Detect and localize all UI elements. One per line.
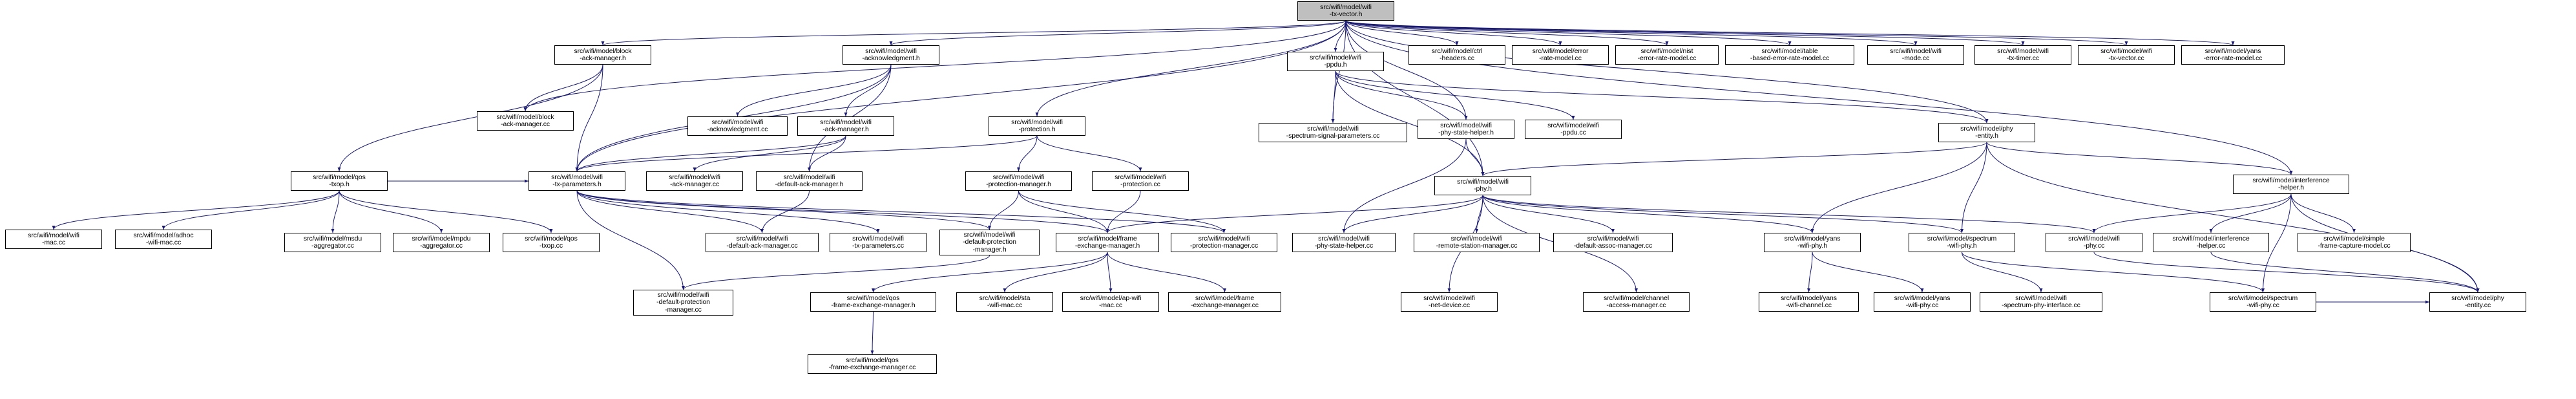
graph-edge [1346,21,1560,45]
graph-node[interactable] [1418,120,1514,139]
node-label-line: src/wifi/model/spectrum [2228,294,2298,302]
graph-edge [339,191,551,233]
graph-node[interactable] [1759,292,1859,312]
node-label-line: src/wifi/model/wifi [852,234,904,243]
graph-edge [163,191,339,230]
node-label-line: -tx-timer.cc [2006,54,2040,62]
graph-node[interactable] [1764,233,1861,252]
node-label-line: src/wifi/model/wifi [1457,177,1509,186]
graph-edge [1987,142,2478,292]
graph-node[interactable] [1408,45,1505,65]
node-label-line: src/wifi/model/wifi [783,173,835,181]
graph-edge [577,191,762,233]
graph-edge [1483,195,2094,233]
graph-node[interactable] [1909,233,2015,252]
node-label-line: -wifi-phy.cc [2246,301,2279,309]
node-label-line: src/wifi/model/interference [2252,176,2330,184]
graph-edge [1346,21,1790,45]
node-label-line: src/wifi/model/wifi [1890,47,1942,55]
graph-node[interactable] [1171,233,1277,252]
graph-node[interactable] [2153,233,2269,252]
node-label-line: src/wifi/model/wifi [657,290,709,299]
node-label-line: src/wifi/model/wifi [1318,234,1370,243]
node-label-line: -ack-manager.h [822,125,869,133]
node-label-line: src/wifi/model/wifi [669,173,720,181]
graph-edge [1019,136,1038,171]
node-label-line: src/wifi/model/wifi [1307,124,1359,133]
graph-edge [1346,21,2126,45]
graph-node[interactable] [284,233,381,252]
graph-node[interactable] [5,230,102,249]
graph-edge [846,65,891,116]
graph-edge [577,191,990,230]
node-label-line: -phy-state-helper.cc [1314,242,1374,250]
graph-edge [1483,195,1962,233]
graph-node[interactable] [756,171,863,191]
node-label-line: -spectrum-phy-interface.cc [2002,301,2080,309]
node-label-line: -ack-manager.h [580,54,626,62]
graph-edge [525,65,603,111]
node-label-line: src/wifi/model/msdu [303,234,362,243]
graph-edge [1483,142,1987,176]
node-label-line: src/wifi/model/qos [525,234,578,243]
graph-edge [1477,195,1483,233]
node-label-line: -txop.cc [539,242,563,250]
graph-edge [577,191,1107,233]
node-label-line: src/wifi/model/channel [1603,294,1670,302]
node-label-line: src/wifi/model/wifi [1440,121,1492,129]
node-label-line: src/wifi/model/wifi [1198,234,1250,243]
graph-node[interactable] [1980,292,2102,312]
node-label-line: src/wifi/model/wifi [2100,47,2152,55]
node-label-line: -wifi-mac.cc [145,239,182,246]
node-label-line: src/wifi/model/phy [1960,124,2013,133]
node-label-line: -ppdu.cc [1560,129,1586,136]
graph-node[interactable] [503,233,600,252]
node-label-line: src/wifi/model/wifi [865,47,917,55]
node-label-line: src/wifi/model/qos [846,294,900,302]
graph-edge [872,312,874,354]
graph-node[interactable] [687,116,788,136]
graph-node[interactable] [1725,45,1854,65]
graph-edge [1483,195,1812,233]
graph-edge [1019,191,1224,233]
graph-node[interactable] [1287,52,1384,71]
graph-edge [990,191,1019,230]
node-label-line: src/wifi/model/yans [2204,47,2261,55]
graph-edge [1812,252,1922,292]
graph-edge [2211,194,2291,233]
node-label-line: src/wifi/model/wifi [1997,47,2049,55]
graph-node[interactable] [1512,45,1609,65]
graph-node[interactable] [1615,45,1719,65]
graph-edge [1962,142,1987,233]
graph-edge [762,191,810,233]
node-label-line: src/wifi/model/yans [1784,234,1841,243]
graph-node[interactable] [1259,123,1407,142]
node-label-line: src/wifi/model/wifi [1310,53,1361,61]
graph-edge [577,136,1037,171]
node-label-line: -frame-exchange-manager.cc [828,363,916,371]
graph-node[interactable] [2233,175,2349,194]
graph-node[interactable] [291,171,388,191]
node-label-line: src/wifi/model/wifi [1115,173,1166,181]
graph-edge [577,136,846,171]
graph-node[interactable] [2078,45,2175,65]
node-label-line: -tx-vector.cc [2108,54,2144,62]
graph-node[interactable] [529,171,625,191]
graph-node[interactable] [810,292,936,312]
node-label-line: src/wifi/model/frame [1078,234,1137,243]
node-label-line: -phy.h [1474,185,1492,193]
graph-edge [577,191,1224,233]
graph-node[interactable] [2181,45,2285,65]
node-label-line: -default-protection [656,298,710,307]
graph-node[interactable] [2429,292,2526,312]
graph-edge [1346,21,2023,45]
node-label-line: -default-ack-manager.cc [726,242,798,250]
node-label-line: -acknowledgment.h [862,54,920,62]
graph-edge [1962,252,2042,292]
node-label-line: src/wifi/model/wifi [992,173,1045,181]
graph-node[interactable] [1056,233,1159,252]
graph-node[interactable] [2046,233,2142,252]
node-label-line: -frame-exchange-manager.h [831,301,916,309]
node-label-line: src/wifi/model/mpdu [412,234,471,243]
node-label-line: src/wifi/model/wifi [1587,234,1639,243]
graph-edge [525,21,1346,111]
graph-node[interactable] [1874,292,1971,312]
graph-node[interactable] [115,230,212,249]
graph-edge [738,65,892,116]
graph-edge [1037,136,1140,171]
graph-edge [1346,21,2291,175]
graph-edge [577,21,1346,171]
graph-edge [1962,252,2263,292]
node-label-line: src/wifi/model/simple [2323,234,2385,243]
node-label-line: src/wifi/model/spectrum [1927,234,1997,243]
node-label-line: -wifi-phy.cc [1905,301,1939,309]
graph-edge [891,21,1346,45]
graph-node[interactable] [477,111,574,131]
node-label-line: src/wifi/model/wifi [963,230,1016,239]
graph-node[interactable] [965,171,1072,191]
graph-node[interactable] [1434,176,1531,195]
graph-edge [1346,21,1667,45]
node-label-line: -error-rate-model.cc [2203,54,2263,62]
node-label-line: -helper.cc [2196,242,2226,250]
graph-node[interactable] [830,233,927,252]
graph-edge [874,252,1108,292]
node-label-line: -default-protection [963,238,1016,246]
graph-node[interactable] [1867,45,1964,65]
graph-node[interactable] [808,354,937,374]
graph-edge [1346,21,2233,45]
graph-node[interactable] [2298,233,2411,252]
graph-edge [1809,252,1813,292]
node-label-line: -txop.h [329,180,350,188]
node-label-line: src/wifi/model/wifi [551,173,603,181]
node-label-line: src/wifi/model/interference [2172,234,2250,243]
graph-node[interactable] [1062,292,1159,312]
node-label-line: -entity.h [1975,132,1998,140]
graph-node[interactable] [939,230,1040,255]
node-label-line: -aggregator.cc [420,242,463,250]
node-label-line: src/wifi/model/wifi [1423,294,1475,302]
graph-edge [339,191,441,233]
graph-node[interactable] [554,45,651,65]
graph-edge [1107,195,1483,233]
node-label-line: -protection.h [1018,125,1056,133]
graph-node[interactable] [1292,233,1396,252]
graph-edge [1346,21,1916,45]
graph-edge [1344,195,1483,233]
graph-node[interactable] [1414,233,1540,252]
node-label-line: src/wifi/model/wifi [820,118,872,126]
graph-edge [1346,21,1483,176]
node-label-line: -ack-manager.cc [669,180,720,188]
node-label-line: src/wifi/model/sta [979,294,1031,302]
node-label-line: -wifi-mac.cc [987,301,1023,309]
node-label-line: -protection.cc [1120,180,1160,188]
node-label-line: -entity.cc [2464,301,2491,309]
node-label-line: src/wifi/model/yans [1894,294,1951,302]
graph-node[interactable] [1583,292,1690,312]
graph-node[interactable] [843,45,939,65]
graph-edge [1335,21,1346,52]
node-label-line: -wifi-phy.h [1947,242,1977,250]
node-label-line: src/wifi/model/nist [1640,47,1693,55]
node-label-line: -helper.h [2278,184,2304,191]
graph-edge [1346,21,1987,123]
node-label-line: -manager.cc [665,305,702,314]
node-label-line: -tx-vector.h [1329,10,1363,18]
graph-edge [1107,252,1225,292]
graph-edge [1466,139,1483,176]
node-label-line: -ack-manager.cc [500,120,550,128]
node-label-line: -ppdu.h [1324,61,1347,69]
graph-edge [54,191,339,230]
graph-edge [1483,195,1613,233]
node-label-line: src/wifi/model/wifi [2068,234,2120,243]
node-label-line: -phy-state-helper.h [1438,129,1494,136]
graph-node[interactable] [797,116,894,136]
node-label-line: src/wifi/model/ap-wifi [1080,294,1142,302]
graph-edge [2211,252,2478,292]
node-label-line: src/wifi/model/wifi [1320,3,1372,11]
graph-node[interactable] [1553,233,1673,252]
node-label-line: src/wifi/model/qos [846,356,899,364]
graph-node[interactable] [1401,292,1498,312]
graph-node[interactable] [646,171,743,191]
node-label-line: -based-error-rate-model.cc [1750,54,1830,62]
node-label-line: -default-ack-manager.h [775,180,844,188]
node-label-line: src/wifi/model/table [1761,47,1818,55]
graph-edge [2094,252,2478,292]
node-label-line: -mac.cc [1098,301,1123,309]
graph-edge [2291,194,2354,233]
node-label-line: src/wifi/model/block [496,113,554,121]
graph-edge [1107,252,1111,292]
node-label-line: -exchange-manager.h [1074,242,1140,250]
graph-edge [810,136,846,171]
graph-edge [1333,71,1335,123]
graph-node[interactable] [1092,171,1189,191]
node-label-line: src/wifi/model/wifi [736,234,788,243]
graph-edge [577,65,603,171]
node-label-line: src/wifi/model/frame [1195,294,1255,302]
node-label-line: -mode.cc [1901,54,1930,62]
node-label-line: src/wifi/model/wifi [711,118,764,126]
node-label-line: -protection-manager.h [986,180,1051,188]
node-label-line: -protection-manager.cc [1189,242,1259,250]
graph-edge [1987,142,2291,175]
node-label-line: -net-device.cc [1429,301,1470,309]
node-label-line: -remote-station-manager.cc [1436,242,1518,250]
graph-node[interactable] [1168,292,1281,312]
node-label-line: -acknowledgment.cc [707,125,768,133]
graph-node[interactable] [989,116,1085,136]
node-label-line: src/wifi/model/wifi [28,231,79,239]
node-label-line: src/wifi/model/ctrl [1431,47,1483,55]
graph-node[interactable] [2210,292,2316,312]
graph-edge [1107,191,1140,233]
graph-node[interactable] [1974,45,2071,65]
node-label-line: src/wifi/model/qos [313,173,366,181]
node-label-line: src/wifi/model/wifi [1450,234,1503,243]
node-label-line: -error-rate-model.cc [1637,54,1697,62]
node-label-line: -rate-model.cc [1539,54,1582,62]
graph-node[interactable] [1938,123,2035,142]
graph-edge [1812,142,1987,233]
graph-edge [603,21,1346,45]
graph-edge [1333,21,1346,123]
node-label-line: src/wifi/model/wifi [2015,294,2067,302]
node-label-line: -tx-parameters.cc [852,242,904,250]
node-label-line: -exchange-manager.cc [1191,301,1259,309]
node-label-line: src/wifi/model/adhoc [133,231,194,239]
graph-node[interactable] [956,292,1053,312]
node-label-line: -default-assoc-manager.cc [1573,242,1653,250]
graph-node[interactable] [393,233,490,252]
node-label-line: -wifi-channel.cc [1786,301,1832,309]
graph-edge [695,136,846,171]
graph-node[interactable] [706,233,819,252]
node-label-line: -access-manager.cc [1606,301,1666,309]
node-label-line: src/wifi/model/yans [1781,294,1837,302]
node-label-line: -wifi-phy.h [1797,242,1827,250]
graph-edge [1005,252,1107,292]
node-label-line: -frame-capture-model.cc [2318,242,2391,250]
node-label-line: -tx-parameters.h [552,180,602,188]
graph-edge [333,191,339,233]
graph-edge [577,191,878,233]
node-label-line: src/wifi/model/wifi [1547,121,1599,129]
node-label-line: -manager.h [972,245,1007,253]
graph-edge [1335,71,1987,123]
node-label-line: src/wifi/model/phy [2451,294,2504,302]
graph-edge [684,255,990,290]
graph-edge [1335,71,1573,120]
node-label-line: -spectrum-signal-parameters.cc [1286,132,1380,140]
node-label-line: -mac.cc [41,239,66,246]
node-label-line: -phy.cc [2083,242,2105,250]
node-label-line: src/wifi/model/wifi [1011,118,1063,126]
graph-node[interactable] [1525,120,1622,139]
graph-edge [2094,194,2291,233]
node-label-line: -aggregator.cc [311,242,354,250]
graph-node[interactable] [1297,1,1394,21]
graph-node[interactable] [633,290,733,316]
graph-edge [1019,191,1108,233]
graph-edge [1346,21,1457,45]
node-label-line: src/wifi/model/block [574,47,632,55]
node-label-line: src/wifi/model/error [1532,47,1589,55]
graph-edge [1335,71,1466,120]
node-label-line: -headers.cc [1440,54,1474,62]
